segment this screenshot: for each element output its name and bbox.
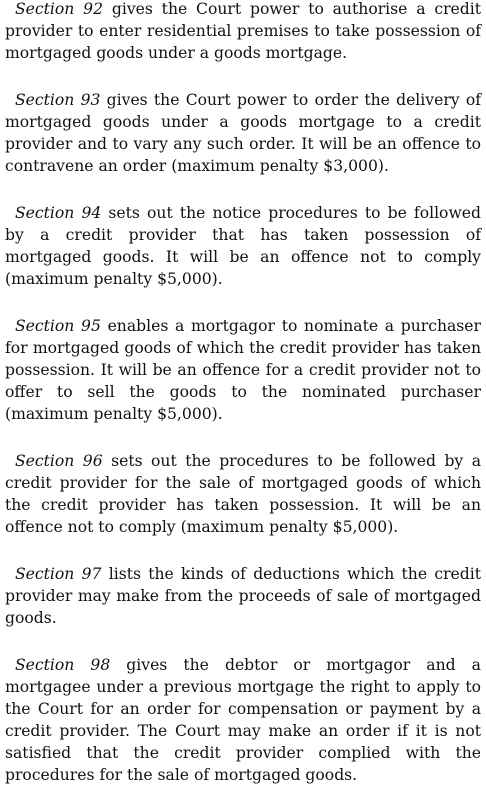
section-94-heading: Section 94	[15, 204, 102, 222]
section-92-heading: Section 92	[15, 0, 104, 18]
section-95-text: enables a mortgagor to nominate a purchaser for mortgaged goods of which the credit provider has taken possession. It will be an offence for a credit provider not to offer to sell the goods to the nominated purchaser (maximum penalty $5,000).	[5, 317, 481, 423]
section-98-text: gives the debtor or mortgagor and a mortgagee under a previous mortgage the right to apply to the Court for an order for compensation or payment by a credit provider. The Court may make an order if it is not satisfied that the credit provider complied with the procedures for the sale of mortgaged goods.	[5, 656, 481, 784]
section-96-paragraph	[5, 450, 481, 538]
section-94-text: sets out the notice procedures to be followed by a credit provider that has taken possession of mortgaged goods. It will be an offence not to comply (maximum penalty $5,000).	[5, 204, 481, 288]
section-93-paragraph	[5, 89, 481, 177]
section-93-text: gives the Court power to order the delivery of mortgaged goods under a goods mortgage to a credit provider and to vary any such order. It will be an offence to contravene an order (maximum penalty $3,000).	[5, 91, 481, 175]
section-97-heading: Section 97	[15, 565, 102, 583]
section-95-heading: Section 95	[15, 317, 101, 335]
section-92-paragraph	[5, 0, 481, 64]
section-93-heading: Section 93	[15, 91, 101, 109]
section-97-text: lists the kinds of deductions which the credit provider may make from the proceeds of sale of mortgaged goods.	[5, 565, 482, 627]
section-98-paragraph	[5, 654, 481, 786]
section-96-text: sets out the procedures to be followed by a credit provider for the sale of mortgaged goods of which the credit provider has taken possession. It will be an offence not to comply (maximum penalty $5,000).	[5, 452, 481, 536]
section-95-paragraph	[5, 315, 481, 425]
section-92-text: gives the Court power to authorise a credit provider to enter residential premises to take possession of mortgaged goods under a goods mortgage.	[5, 0, 482, 62]
section-94-paragraph	[5, 202, 481, 290]
section-97-paragraph	[5, 563, 481, 629]
section-96-heading: Section 96	[15, 452, 103, 470]
section-98-heading: Section 98	[15, 656, 111, 674]
